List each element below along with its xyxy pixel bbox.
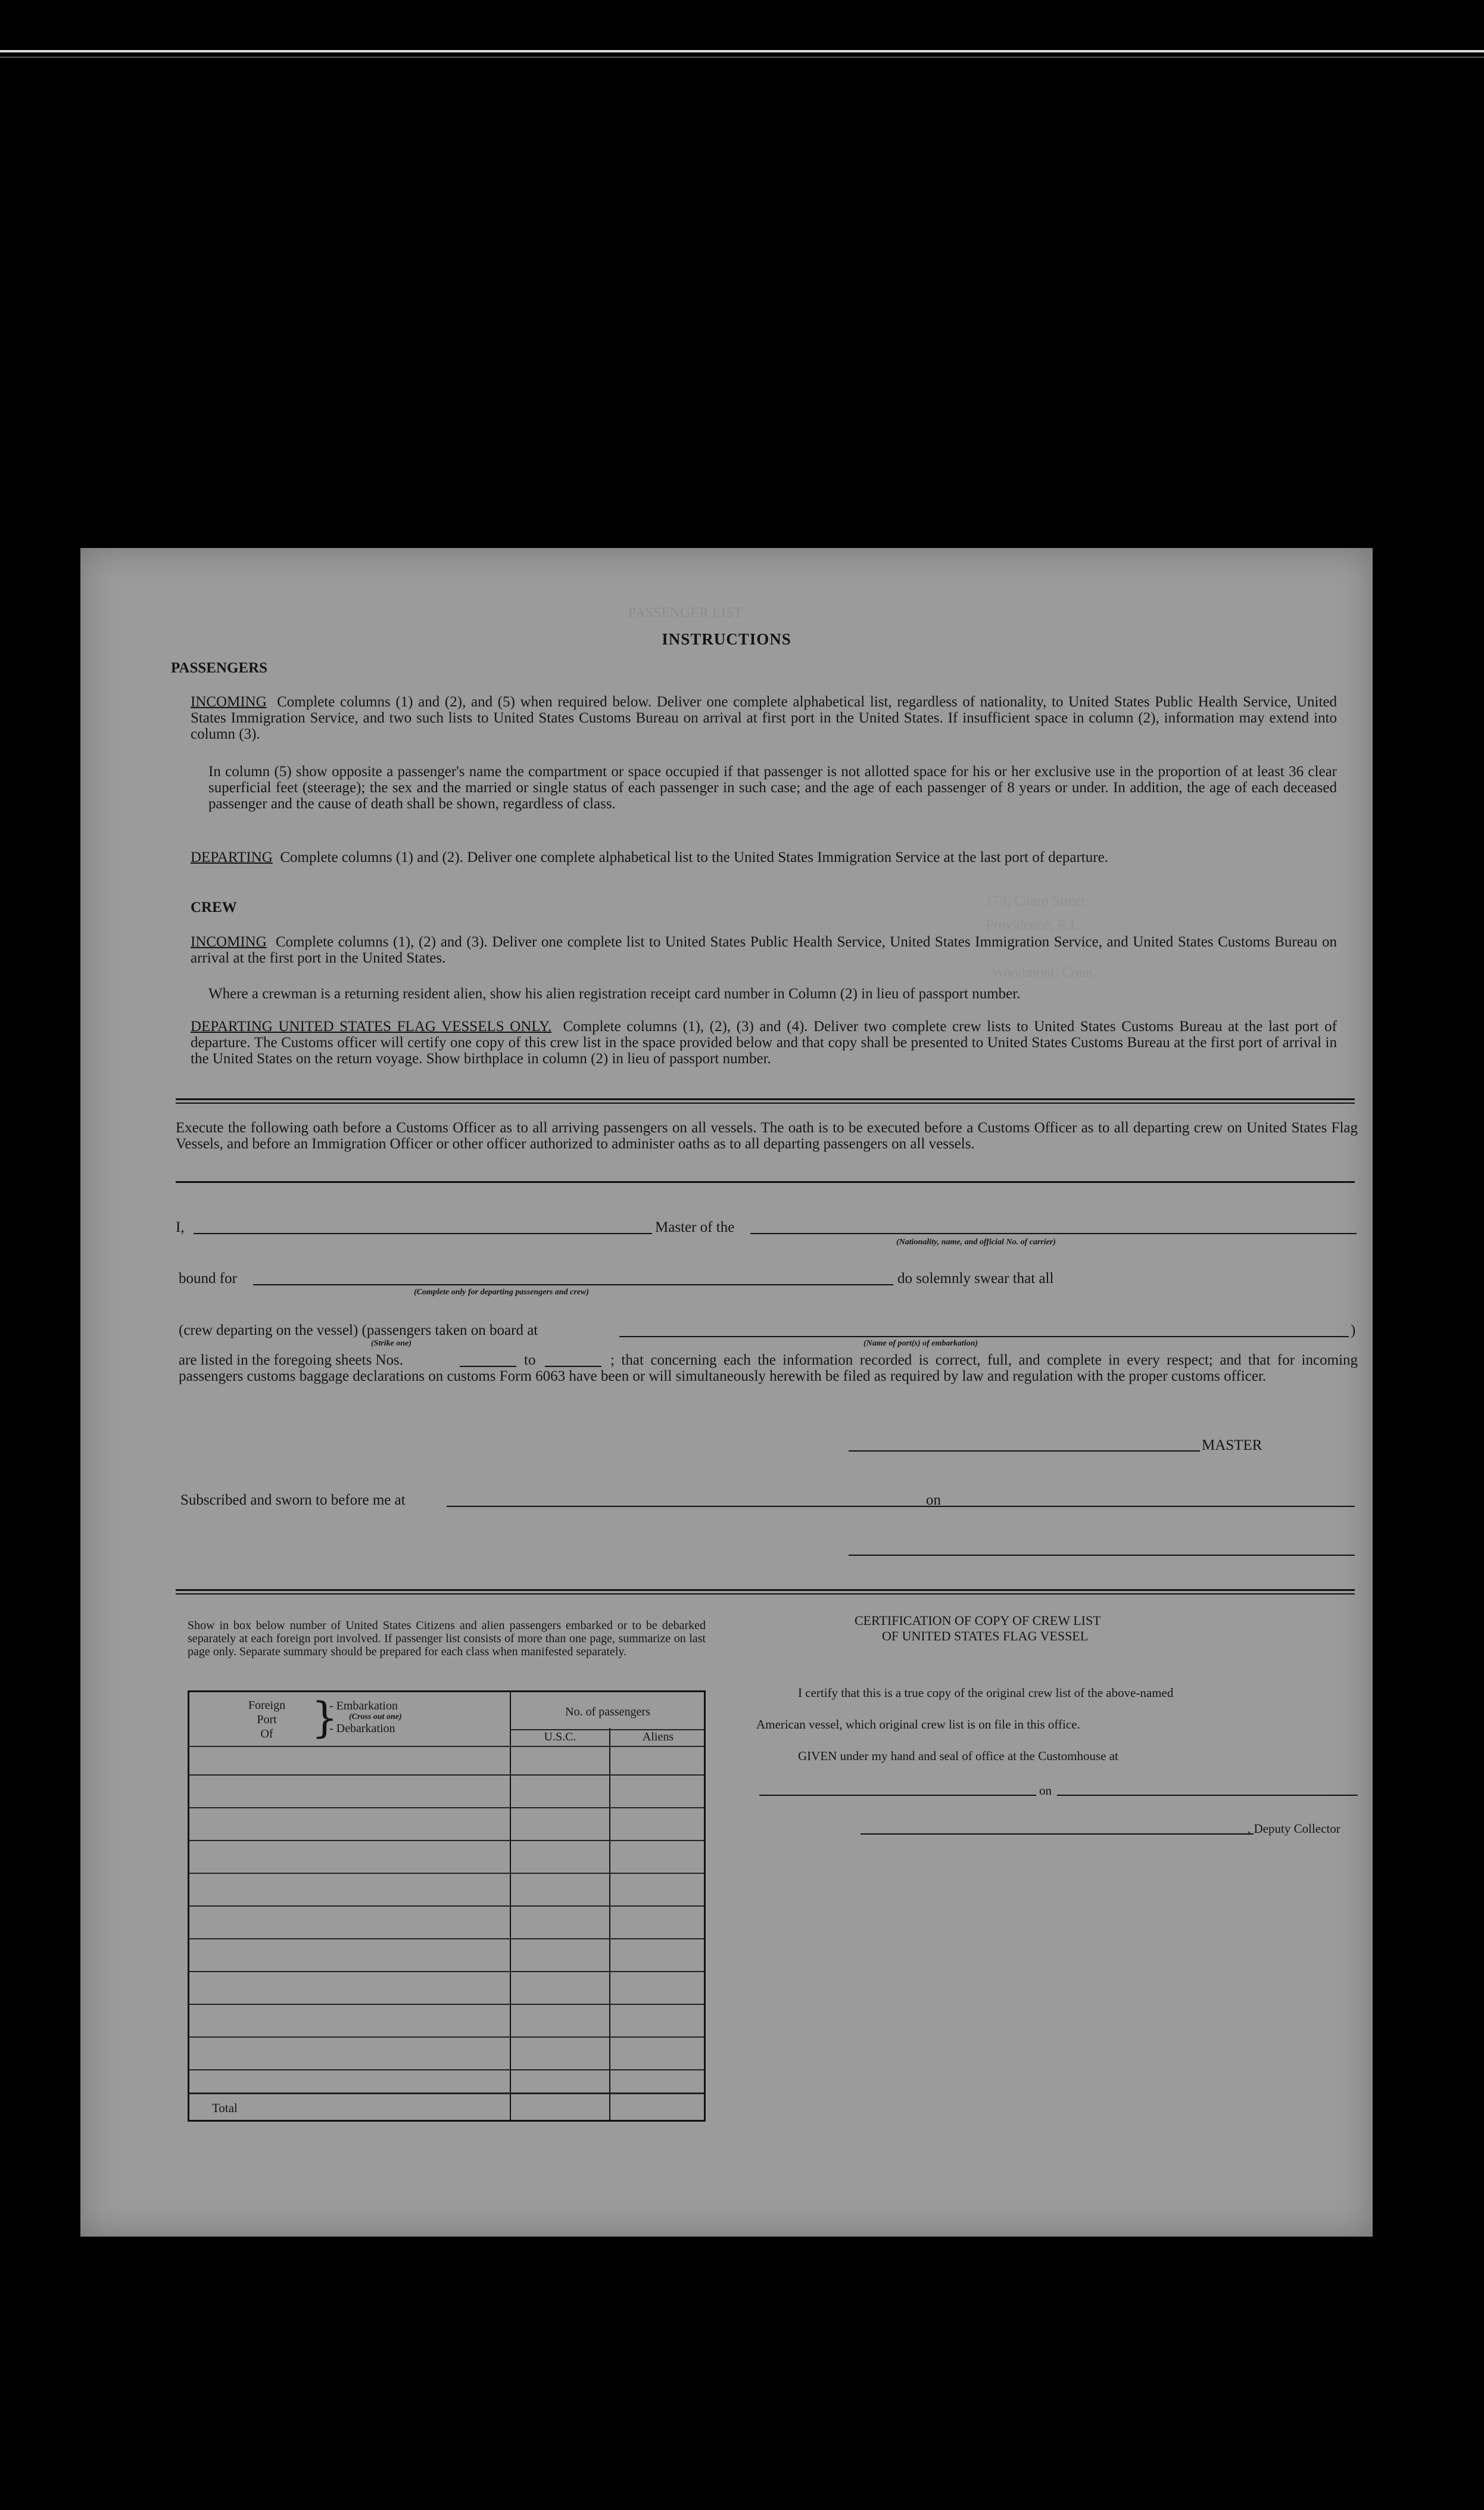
crew-incoming-paragraph — [191, 934, 1337, 966]
foreign-label: Foreign — [248, 1699, 286, 1712]
bound-for-field[interactable] — [253, 1284, 893, 1285]
summary-note: Show in box below number of United States Citizens and alien passengers embarked or to be debarked separately at each foreign port involved. If passenger list consists of more than one page, summarize on last page only. Separate summary should be prepared for each class when manifested separately. — [188, 1619, 706, 1658]
incoming-label: INCOMING — [191, 694, 267, 710]
bleed-through-text: 173, Camp Street — [986, 893, 1086, 909]
ports-note: (Name of port(s) of embarkation) — [863, 1339, 978, 1348]
certification-line-1: I certify that this is a true copy of the original crew list of the above-named — [798, 1686, 1174, 1700]
complete-note: (Complete only for departing passengers and crew) — [414, 1288, 589, 1297]
crewman-paragraph: Where a crewman is a returning resident alien, show his alien registration receipt card number in Column (2) in lieu of passport number. — [208, 986, 1021, 1002]
master-name-field[interactable] — [194, 1233, 652, 1234]
deputy-collector-label: , Deputy Collector — [1248, 1821, 1340, 1836]
scan-border-line-2 — [0, 57, 1484, 58]
passengers-heading: PASSENGERS — [171, 660, 268, 676]
usc-column-header: U.S.C. — [544, 1730, 576, 1743]
table-row-line — [189, 1938, 704, 1939]
subscribed-label: Subscribed and sworn to before me at — [180, 1492, 406, 1508]
sworn-place-field[interactable] — [447, 1506, 968, 1507]
table-row-line — [189, 1905, 704, 1907]
section-divider — [176, 1593, 1355, 1595]
incoming-passengers-paragraph — [191, 694, 1337, 742]
to-label: to — [524, 1352, 536, 1368]
table-row-line — [189, 1774, 704, 1776]
section-divider — [176, 1181, 1355, 1183]
section-divider — [176, 1098, 1355, 1100]
oath-instructions: Execute the following oath before a Customs Officer as to all arriving passengers on all vessels. The oath is to be executed before a Customs Officer as to all departing crew on United States Flag Vessels, and before an Immigration Officer or other officer authorized to administer oaths as to all departing passengers on all vessels. — [176, 1120, 1358, 1152]
departing-passengers-paragraph — [191, 849, 1337, 865]
certification-line-2: American vessel, which original crew list is on file in this office. — [756, 1717, 1080, 1732]
passenger-summary-table — [188, 1690, 706, 2122]
flag-vessels-text: Complete columns (1), (2), (3) and (4). Deliver two complete crew lists to United States Customs Bureau at the last port of departure. The Customs officer will certify one copy of this crew list in the space provided below and that copy shall be presented to United States Customs Bureau at the first port of arrival in the United States on the return voyage. Show birthplace in column (2) in lieu of passport number. — [191, 1019, 1337, 1067]
master-signature-field[interactable] — [849, 1450, 1200, 1452]
close-paren: ) — [1351, 1322, 1356, 1338]
bleed-through-stamp: PASSENGER LIST — [628, 605, 743, 621]
of-label: Of — [260, 1727, 273, 1740]
page-title: INSTRUCTIONS — [662, 630, 791, 648]
customhouse-field[interactable] — [759, 1795, 1036, 1796]
scan-border-line — [0, 50, 1484, 52]
listed-label: are listed in the foregoing sheets Nos. — [179, 1352, 403, 1368]
table-row-line — [189, 2069, 704, 2070]
sworn-on-label: on — [926, 1492, 941, 1508]
table-row-line — [189, 2004, 704, 2005]
given-label: GIVEN under my hand and seal of office at the Customhouse at — [798, 1749, 1118, 1763]
foreign-port-label — [231, 1698, 303, 1741]
port-label: Port — [257, 1713, 277, 1726]
section-divider — [176, 1103, 1355, 1104]
certification-on-label: on — [1039, 1783, 1052, 1798]
nationality-note: (Nationality, name, and official No. of carrier) — [896, 1238, 1056, 1247]
certification-heading-1: CERTIFICATION OF COPY OF CREW LIST — [855, 1613, 1101, 1628]
section-divider — [176, 1589, 1355, 1591]
certification-heading-2: OF UNITED STATES FLAG VESSEL — [882, 1628, 1089, 1643]
carrier-field[interactable] — [750, 1233, 1357, 1234]
bleed-through-text: Woodmont, Conn. — [992, 965, 1097, 980]
table-row-line — [189, 1873, 704, 1874]
column5-paragraph: In column (5) show opposite a passenger's name the compartment or space occupied if that passenger is not allotted space for his or her exclusive use in the proportion of at least 36 clear superficial feet (steerage); the sex and the married or single status of each passenger in such case; and the age of each passenger of 8 years or under. In addition, the age of each deceased passenger and the cause of death shall be shown, regardless of class. — [208, 764, 1337, 812]
swear-label: do solemnly swear that all — [897, 1270, 1054, 1287]
departing-label: DEPARTING — [191, 849, 273, 865]
incoming-text: Complete columns (1) and (2), and (5) when required below. Deliver one complete alphabetical list, regardless of nationality, to United States Public Health Service, United States Immigration Service, and two such lists to United States Customs Bureau on arrival at first port in the United States. If insufficient space in column (2), information may extend into column (3). — [191, 694, 1337, 742]
table-header-divider — [189, 1746, 704, 1747]
brace-icon: } — [311, 1693, 338, 1742]
strike-note: (Strike one) — [371, 1339, 412, 1348]
ports-field[interactable] — [619, 1336, 1349, 1337]
bound-for-label: bound for — [179, 1270, 237, 1287]
table-row-line — [189, 1840, 704, 1841]
deputy-signature-field[interactable] — [861, 1833, 1254, 1835]
crew-heading: CREW — [191, 899, 237, 915]
bleed-through-text: Providence, R.I. — [986, 917, 1078, 933]
table-column-divider — [609, 1728, 610, 2120]
cross-out-note: (Cross out one) — [349, 1712, 402, 1721]
embarkation-label: - Embarkation — [329, 1699, 398, 1712]
oath-i-label: I, — [176, 1219, 185, 1235]
officer-signature-field[interactable] — [849, 1555, 1355, 1556]
table-row-line — [189, 1807, 704, 1808]
no-passengers-label: No. of passengers — [565, 1705, 650, 1718]
sworn-date-field[interactable] — [947, 1506, 1355, 1507]
crew-incoming-label: INCOMING — [191, 934, 267, 950]
crew-departing-label: (crew departing on the vessel) (passengers taken on board at — [179, 1322, 538, 1338]
total-row-line — [189, 2092, 704, 2094]
certification-date-field[interactable] — [1057, 1795, 1358, 1796]
debarkation-label: - Debarkation — [329, 1722, 395, 1735]
master-label: MASTER — [1202, 1437, 1262, 1453]
aliens-column-header: Aliens — [642, 1730, 674, 1743]
table-row-line — [189, 1971, 704, 1972]
total-label: Total — [212, 2101, 238, 2115]
table-row-line — [189, 2036, 704, 2038]
flag-vessels-label: DEPARTING UNITED STATES FLAG VESSELS ONLY. — [191, 1019, 552, 1035]
crew-incoming-text: Complete columns (1), (2) and (3). Deliver one complete list to United States Public Health Service, United States Immigration Service, and United States Customs Bureau on arrival at the first port in the United States. — [191, 934, 1337, 966]
form-sheet — [80, 548, 1373, 2237]
listed-text: ; that concerning each the information recorded is correct, full, and complete in every respect; and that for incoming passengers customs baggage declarations on customs Form 6063 have been or will simultaneously herewith be filed as required by law and regulation with the proper customs officer. — [179, 1352, 1358, 1384]
master-of-label: Master of the — [655, 1219, 735, 1235]
flag-vessels-paragraph — [191, 1019, 1337, 1067]
departing-text: Complete columns (1) and (2). Deliver one complete alphabetical list to the United States Immigration Service at the last port of departure. — [280, 849, 1108, 865]
